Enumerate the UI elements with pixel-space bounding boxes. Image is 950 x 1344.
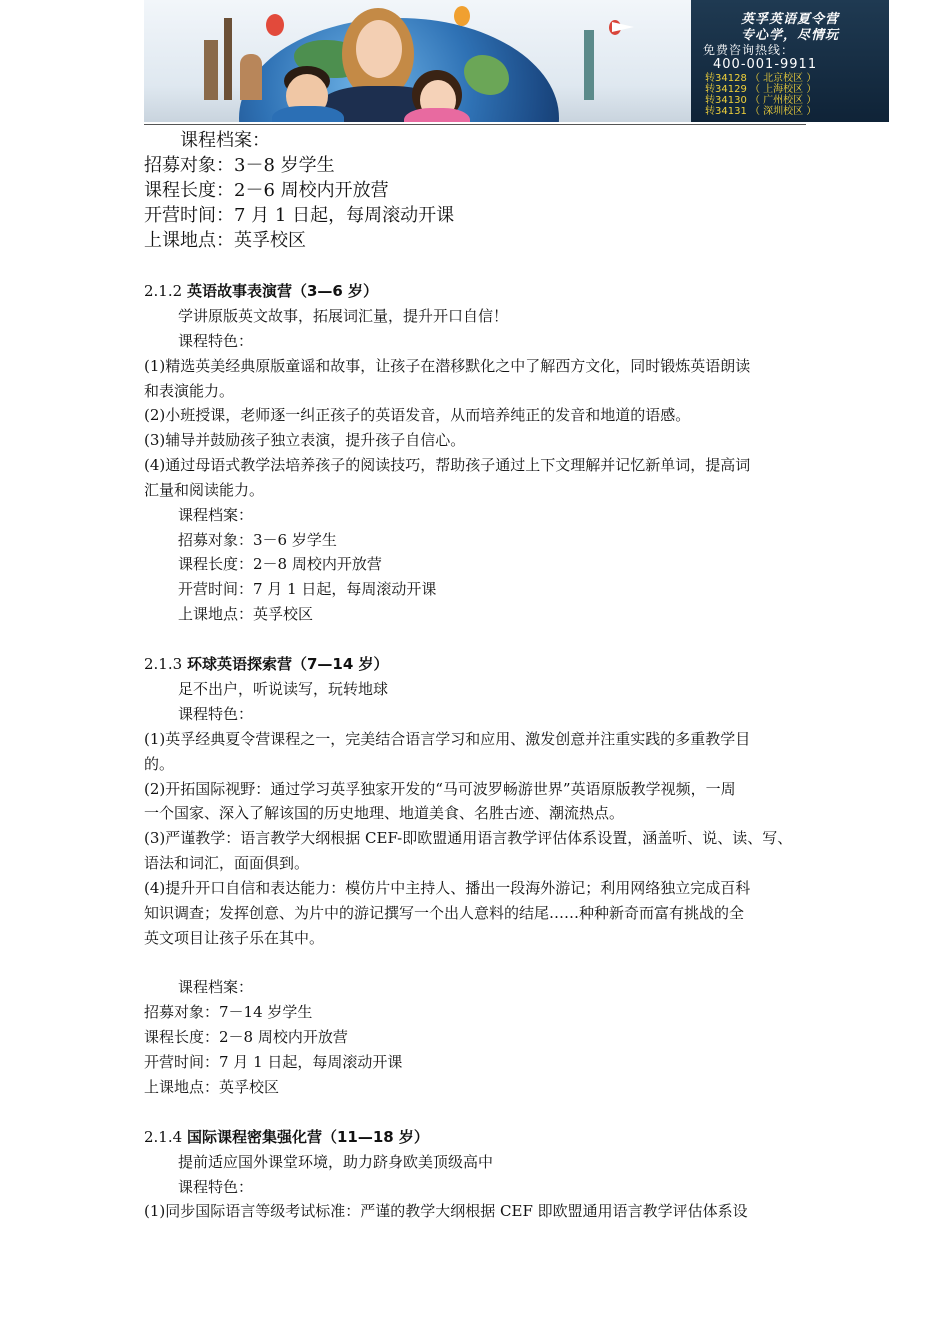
section-number: 2.1.4 <box>144 1128 183 1146</box>
extension-shenzhen: 转34131 （ 深圳校区 ） <box>705 106 817 117</box>
section-number: 2.1.3 <box>144 655 183 673</box>
feature-item: (2)小班授课，老师逐一纠正孩子的英语发音，从而培养纯正的发音和地道的语感。 <box>144 406 691 424</box>
tower-icon <box>224 18 232 100</box>
banner-subtitle: 专心学，尽情玩 <box>740 28 839 43</box>
statue-icon <box>584 30 594 100</box>
feature-item: 汇量和阅读能力。 <box>144 481 265 499</box>
feature-item: 一个国家、深入了解该国的历史地理、地道美食、名胜古迹、潮流热点。 <box>144 804 625 822</box>
feature-item: (3)严谨教学：语言教学大纲根据 CEF-即欧盟通用语言教学评估体系设置，涵盖听、说、读、写、 <box>144 829 793 847</box>
hotline-label: 免费咨询热线： <box>703 43 795 57</box>
section-heading-2-1-3 <box>144 655 389 673</box>
section-title: 环球英语探索营（7—14 岁） <box>186 655 389 673</box>
features-label: 课程特色： <box>178 705 254 723</box>
hotline-number: 400-001-9911 <box>713 57 818 72</box>
feature-item: 英文项目让孩子乐在其中。 <box>144 929 325 947</box>
section-heading-2-1-4 <box>144 1128 429 1146</box>
profile-location: 上课地点：英孚校区 <box>144 1078 280 1096</box>
summer-camp-banner <box>144 0 889 122</box>
profile-label: 课程档案： <box>180 130 270 151</box>
extension-beijing: 转34128 （ 北京校区 ） <box>705 73 817 84</box>
profile-duration: 课程长度：2－8 周校内开放营 <box>178 555 382 573</box>
profile-duration: 课程长度：2－6 周校内开放营 <box>144 180 389 201</box>
hot-air-balloon-icon <box>454 6 470 26</box>
feature-item: (3)辅导并鼓励孩子独立表演，提升孩子自信心。 <box>144 431 466 449</box>
feature-item: (1)英孚经典夏令营课程之一，完美结合语言学习和应用、激发创意并注重实践的多重教学目 <box>144 730 751 748</box>
features-label: 课程特色： <box>178 1178 254 1196</box>
profile-open-time: 开营时间：7 月 1 日起，每周滚动开课 <box>144 205 455 226</box>
paper-plane-icon <box>612 22 634 32</box>
extension-guangzhou: 转34130 （ 广州校区 ） <box>705 95 817 106</box>
profile-recruit: 招募对象：3－8 岁学生 <box>144 155 335 176</box>
banner-title: 英孚英语夏令营 <box>740 12 839 27</box>
profile-location: 上课地点：英孚校区 <box>144 230 306 251</box>
profile-open-time: 开营时间：7 月 1 日起，每周滚动开课 <box>178 580 437 598</box>
section-title: 英语故事表演营（3—6 岁） <box>186 282 379 300</box>
header-divider <box>144 124 806 125</box>
feature-item: (2)开拓国际视野：通过学习英孚独家开发的“马可波罗畅游世界”英语原版教学视频，一周 <box>144 780 736 798</box>
landmark-icon <box>204 40 218 100</box>
profile-location: 上课地点：英孚校区 <box>178 605 314 623</box>
section-heading-2-1-2 <box>144 282 378 300</box>
section-slogan: 提前适应国外课堂环境，助力跻身欧美顶级高中 <box>178 1153 494 1171</box>
building-icon <box>240 54 262 100</box>
banner-photo <box>144 0 691 122</box>
profile-open-time: 开营时间：7 月 1 日起，每周滚动开课 <box>144 1053 403 1071</box>
section-title: 国际课程密集强化营（11—18 岁） <box>186 1128 429 1146</box>
feature-item: (1)同步国际语言等级考试标准：严谨的教学大纲根据 CEF 即欧盟通用语言教学评估体系设 <box>144 1202 748 1220</box>
feature-item: 语法和词汇，面面俱到。 <box>144 854 310 872</box>
feature-item: 的。 <box>144 755 175 773</box>
feature-item: (1)精选英美经典原版童谣和故事，让孩子在潜移默化之中了解西方文化，同时锻炼英语朗读 <box>144 357 751 375</box>
features-label: 课程特色： <box>178 332 254 350</box>
feature-item: (4)通过母语式教学法培养孩子的阅读技巧，帮助孩子通过上下文理解并记忆新单词，提高词 <box>144 456 751 474</box>
section-number: 2.1.2 <box>144 282 183 300</box>
profile-recruit: 招募对象：3－6 岁学生 <box>178 531 337 549</box>
feature-item: (4)提升开口自信和表达能力：模仿片中主持人、播出一段海外游记；利用网络独立完成百科 <box>144 879 751 897</box>
profile-label: 课程档案： <box>178 506 254 524</box>
section-slogan: 学讲原版英文故事，拓展词汇量，提升开口自信！ <box>178 307 509 325</box>
feature-item: 知识调查；发挥创意、为片中的游记撰写一个出人意料的结尾……种种新奇而富有挑战的全 <box>144 904 745 922</box>
section-slogan: 足不出户，听说读写，玩转地球 <box>178 680 389 698</box>
feature-item: 和表演能力。 <box>144 382 235 400</box>
profile-label: 课程档案： <box>178 978 254 996</box>
profile-recruit: 招募对象：7－14 岁学生 <box>144 1003 313 1021</box>
profile-duration: 课程长度：2－8 周校内开放营 <box>144 1028 348 1046</box>
banner-info-panel <box>691 0 889 122</box>
hot-air-balloon-icon <box>266 14 284 36</box>
extension-shanghai: 转34129 （ 上海校区 ） <box>705 84 817 95</box>
